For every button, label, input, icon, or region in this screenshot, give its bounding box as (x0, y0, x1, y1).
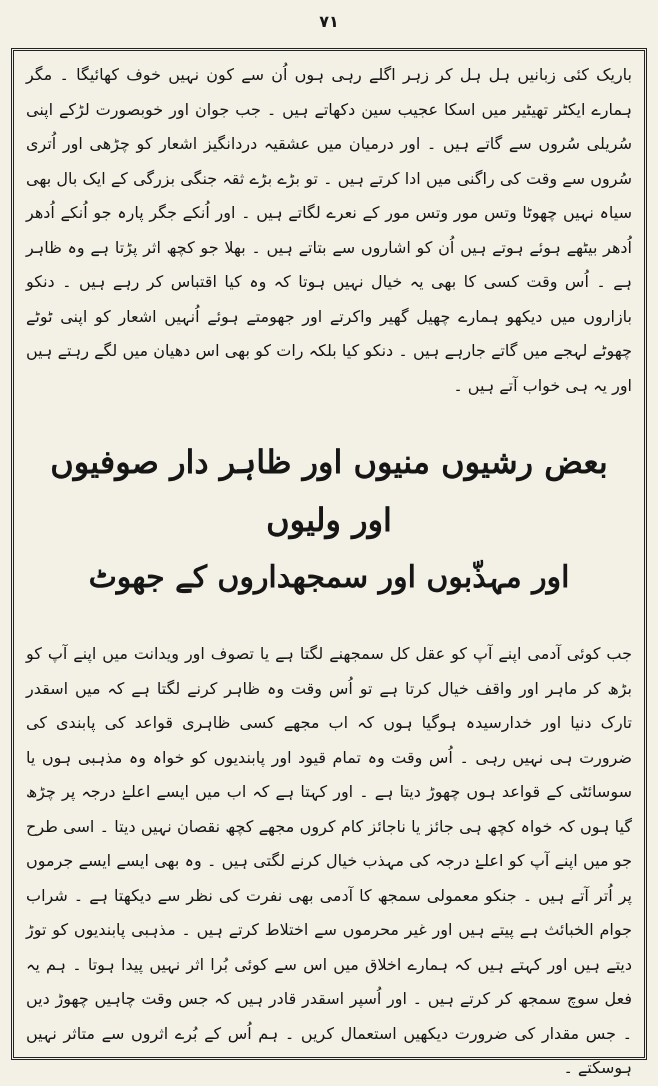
section-heading-line-2: اور مہذّبوں اور سمجھداروں کے جھوٹ (88, 560, 570, 595)
page-content (26, 58, 632, 1086)
paragraph-2: جب کوئی آدمی اپنے آپ کو عقل کل سمجھنے لگتا ہے یا تصوف اور ویدانت میں اپنے آپ کو بڑھ کر ماہر اور واقف خیال کرتا ہے تو اُس وقت وہ ظاہر کرنے لگتا ہے کہ میں اسقدر تارک دنیا اور خدارسیدہ ہوگیا ہوں کہ اب مجھے کسی ظاہری قواعد کی پابندی کی ضرورت ہی نہیں رہی ۔ اُس وقت وہ تمام قیود اور پابندیوں کو خواہ وہ مذہبی ہوں یا سوسائٹی کے قواعد ہوں چھوڑ دیتا ہے ۔ اور کہتا ہے کہ اب میں ایسے اعلےٰ درجہ پر چڑھ گیا ہوں کہ خواہ کچھ ہی جائز یا ناجائز کام کروں مجھے کچھ نقصان نہیں دیتا ۔ اسی طرح جو میں اپنے آپ کو اعلےٰ درجہ کی مہذب خیال کرنے لگتی ہیں ۔ وہ بھی ایسے ایسے جرموں پر اُتر آتے ہیں ۔ جنکو معمولی سمجھ کا آدمی بھی نفرت کی نظر سے دیکھتا ہے ۔ شراب جوام الخبائث ہے پیتے ہیں اور غیر محرموں سے اختلاط کرتے ہیں ۔ مذہبی پابندیوں کو توڑ دیتے ہیں اور کہتے ہیں کہ ہمارے اخلاق میں اس سے کوئی بُرا اثر نہیں پیدا ہوتا ۔ ہم یہ فعل سوچ سمجھ کر کرتے ہیں ۔ اور اُسپر اسقدر قادر ہیں کہ جس وقت چاہیں چھوڑ دیں ۔ جس مقدار کی ضرورت دیکھیں استعمال کریں ۔ ہم اُس کے بُرے اثروں سے متاثر نہیں ہوسکتے ۔ (26, 644, 633, 1077)
page-number: ٧١ (319, 12, 339, 31)
paragraph-1: باریک کئی زبانیں ہل ہل کر زہر اگلے رہی ہوں اُن سے کون نہیں خوف کھائیگا ۔ مگر ہمارے ایکٹر تھیٹیر میں اسکا عجیب سین دکھاتے ہیں ۔ جب جوان اور خوبصورت لڑکے اپنی سُریلی سُروں سے گاتے ہیں ۔ اور درمیان میں عشقیہ دردانگیز اشعار کو چڑھی اور اُتری سُروں سے وقت کی راگنی میں ادا کرتے ہیں ۔ تو بڑے بڑے ثقہ جنگی بزرگی کے ایک بال بھی سیاہ نہیں چھوٹا وتس مور وتس مور کے نعرے لگاتے ہیں ۔ اور اُنکے جگر پارہ جو اُنکے اُدھر اُدھر بیٹھے ہوئے ہوتے ہیں اُن کو اشاروں سے بتاتے ہیں ۔ بھلا جو کچھ اثر پڑتا ہے وہ ظاہر ہے ۔ اُس وقت کسی کا بھی یہ خیال نہیں ہوتا کہ وہ کیا اقتباس کر رہے ہیں ۔ دنکو بازاروں میں دیکھو ہمارے چھیل گھیر واکرتے اور جھومتے ہوئے اُنہیں اشعار کو اپنی ٹوٹے چھوٹے لہجے میں گاتے جارہے ہیں ۔ دنکو کیا بلکہ رات کو بھی اس دھیان میں لگے رہتے ہیں اور یہ ہی خواب آتے ہیں ۔ (26, 65, 633, 395)
section-heading-line-1: بعض رشیوں منیوں اور ظاہر دار صوفیوں اور ولیوں (50, 443, 608, 539)
